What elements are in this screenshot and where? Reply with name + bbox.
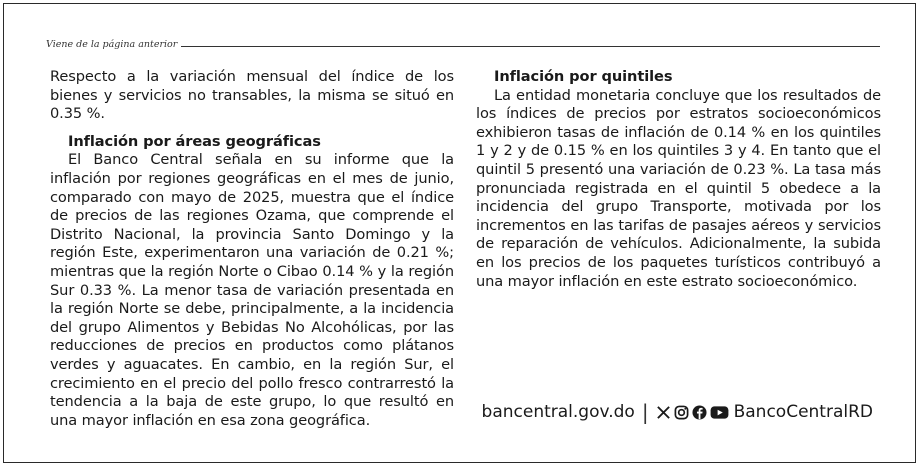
header-rule: [181, 46, 880, 47]
right-column: [476, 68, 881, 291]
footer-separator: |: [641, 400, 649, 424]
intro-paragraph: Respecto a la variación mensual del índice de los bienes y servicios no transables, la misma se situó en 0.35 %.: [50, 68, 454, 123]
social-icons: [656, 405, 729, 420]
social-handle[interactable]: BancoCentralRD: [733, 402, 873, 422]
paragraph-gap: [50, 124, 454, 133]
youtube-icon[interactable]: [710, 405, 729, 420]
continued-note: Viene de la página anterior: [46, 39, 178, 50]
facebook-icon[interactable]: [692, 405, 707, 420]
page-frame: [3, 3, 916, 463]
instagram-icon[interactable]: [674, 405, 689, 420]
footer: [482, 400, 873, 424]
left-column: [50, 68, 454, 430]
quintiles-paragraph: La entidad monetaria concluye que los resultados de los índices de precios por estratos socioeconómicos exhibieron tasas de inflación de 0.14 % en los quintiles 1 y 2 y de 0.15 % en los quintiles 3 y 4. En tanto que el quintil 5 presentó una variación de 0.23 %. La tasa más pronunciada registrada en el quintil 5 obedece a la incidencia del grupo Transporte, motivada por los incrementos en las tarifas de pasajes aéreos y servicios de reparación de vehículos. Adicionalmente, la subida en los precios de los paquetes turísticos contribuyó a una mayor inflación en este estrato socioeconómico.: [476, 86, 881, 290]
section-title-geographic: Inflación por áreas geográficas: [68, 132, 321, 150]
geographic-paragraph: El Banco Central señala en su informe que la inflación por regiones geográficas en el mes de junio, comparado con mayo de 2025, muestra que el índice de precios de las regiones Ozama, que comprende el Distrito Nacional, la provincia Santo Domingo y la región Este, experimentaron una variación de 0.21 %; mientras que la región Norte o Cibao 0.14 % y la región Sur 0.33 %. La menor tasa de variación presentada en la región Norte se debe, principalmente, a la incidencia del grupo Alimentos y Bebidas No Alcohólicas, por las reducciones de precios en productos como plátanos verdes y aguacates. En cambio, en la región Sur, el crecimiento en el precio del pollo fresco contrarrestó la tendencia a la baja de este grupo, lo que resultó en una mayor inflación en esa zona geográfica.: [50, 151, 454, 429]
continued-header: [46, 39, 880, 50]
website-link[interactable]: bancentral.gov.do: [481, 402, 635, 422]
x-icon[interactable]: [656, 405, 671, 420]
section-title-quintiles: Inflación por quintiles: [494, 68, 673, 85]
